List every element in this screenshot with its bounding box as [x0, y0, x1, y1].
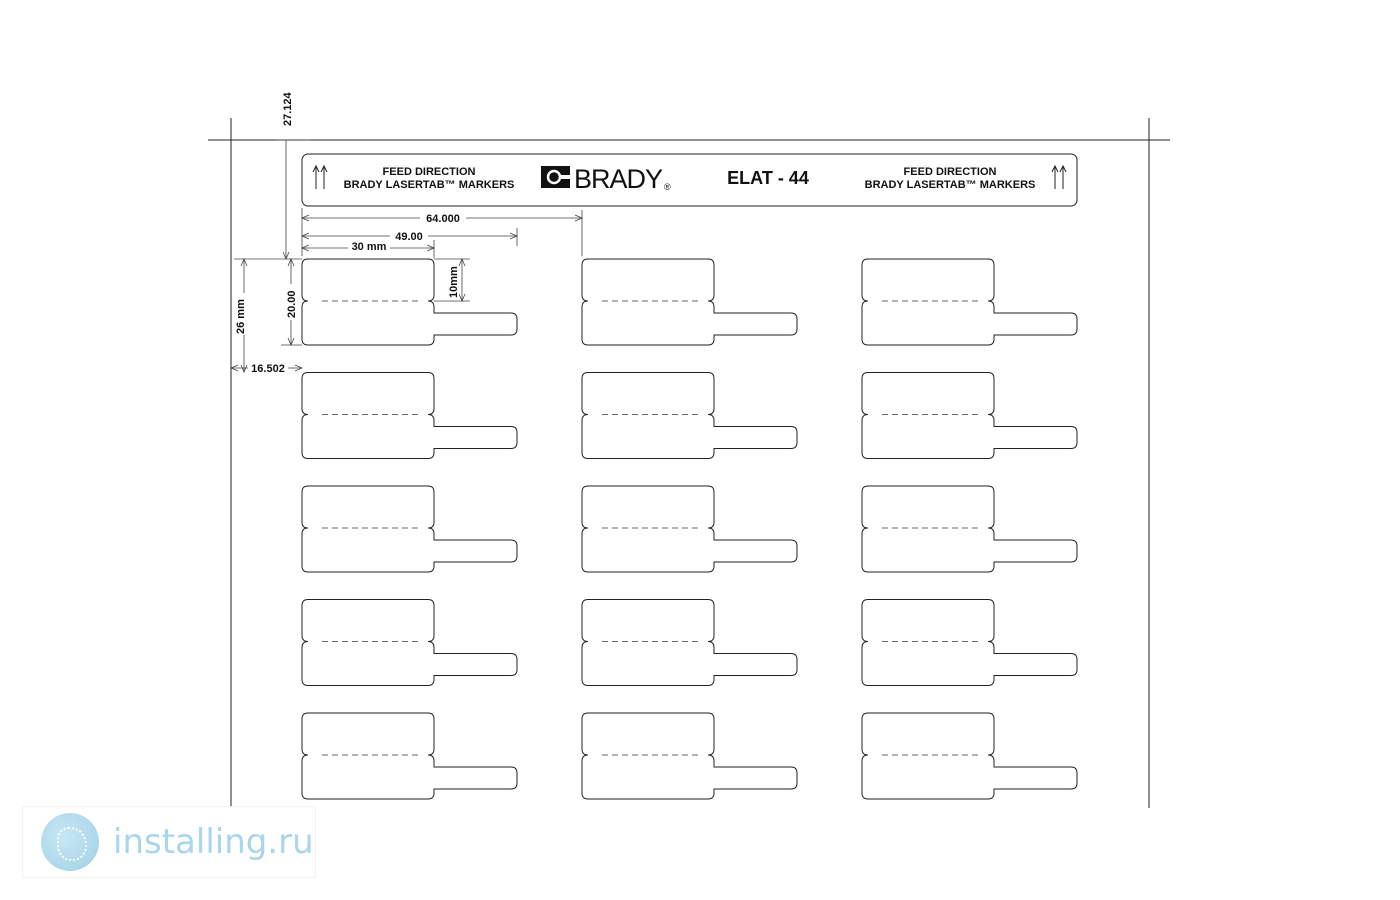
feed-arrows-left-icon — [313, 166, 327, 189]
label-outline — [582, 600, 797, 686]
label-outline — [302, 259, 517, 345]
feed-arrows-right-icon — [1052, 166, 1066, 189]
dimension-pitch-horizontal — [302, 208, 582, 256]
label-3-2 — [582, 486, 797, 572]
label-outline — [582, 486, 797, 572]
label-1-3 — [862, 259, 1077, 345]
label-2-2 — [582, 373, 797, 459]
product-code: ELAT - 44 — [727, 168, 809, 188]
label-1-1 — [302, 259, 517, 345]
label-outline — [582, 373, 797, 459]
label-outline — [862, 600, 1077, 686]
dimension-half-height — [434, 259, 470, 301]
header-left-line2: BRADY LASERTAB™ MARKERS — [343, 179, 515, 191]
label-3-1 — [302, 486, 517, 572]
brady-logo-registered: ® — [664, 182, 671, 192]
label-outline — [862, 713, 1077, 799]
label-1-2 — [582, 259, 797, 345]
dim-pitch-v-label: 26 mm — [235, 299, 247, 334]
label-outline — [862, 486, 1077, 572]
dim-half-height-label: 10mm — [448, 266, 460, 298]
dim-label-height-label: 20.00 — [286, 290, 298, 318]
label-outline — [302, 373, 517, 459]
label-outline — [302, 713, 517, 799]
brady-logo — [541, 164, 671, 194]
header-left-line1: FEED DIRECTION — [382, 166, 476, 178]
dim-label-width-label: 30 mm — [351, 241, 387, 253]
watermark-text: installing.ru — [113, 822, 314, 862]
dim-tab-length-label: 49.00 — [395, 231, 423, 243]
header-right-line1: FEED DIRECTION — [903, 166, 997, 178]
dim-left-margin-label: 16.502 — [251, 363, 285, 375]
label-outline — [302, 600, 517, 686]
label-2-1 — [302, 373, 517, 459]
label-outline — [302, 486, 517, 572]
header-right-line2: BRADY LASERTAB™ MARKERS — [864, 179, 1036, 191]
label-5-2 — [582, 713, 797, 799]
label-4-1 — [302, 600, 517, 686]
watermark-logo-icon — [41, 813, 99, 871]
dimension-top-margin — [276, 91, 310, 259]
label-5-1 — [302, 713, 517, 799]
label-outline — [582, 713, 797, 799]
label-4-3 — [862, 600, 1077, 686]
brady-logo-text: BRADY — [574, 164, 663, 194]
label-5-3 — [862, 713, 1077, 799]
label-3-3 — [862, 486, 1077, 572]
watermark — [22, 806, 316, 878]
label-4-2 — [582, 600, 797, 686]
dimension-pitch-vertical — [233, 259, 281, 372]
label-2-3 — [862, 373, 1077, 459]
label-outline — [862, 259, 1077, 345]
dimension-tab-length — [302, 228, 517, 246]
labels-grid — [302, 259, 1077, 799]
dim-top-margin-label: 27.124 — [282, 92, 294, 126]
dimension-left-margin — [231, 362, 302, 375]
label-outline — [582, 259, 797, 345]
dim-pitch-h-label: 64.000 — [426, 213, 460, 225]
dimension-label-height — [281, 259, 302, 345]
label-outline — [862, 373, 1077, 459]
